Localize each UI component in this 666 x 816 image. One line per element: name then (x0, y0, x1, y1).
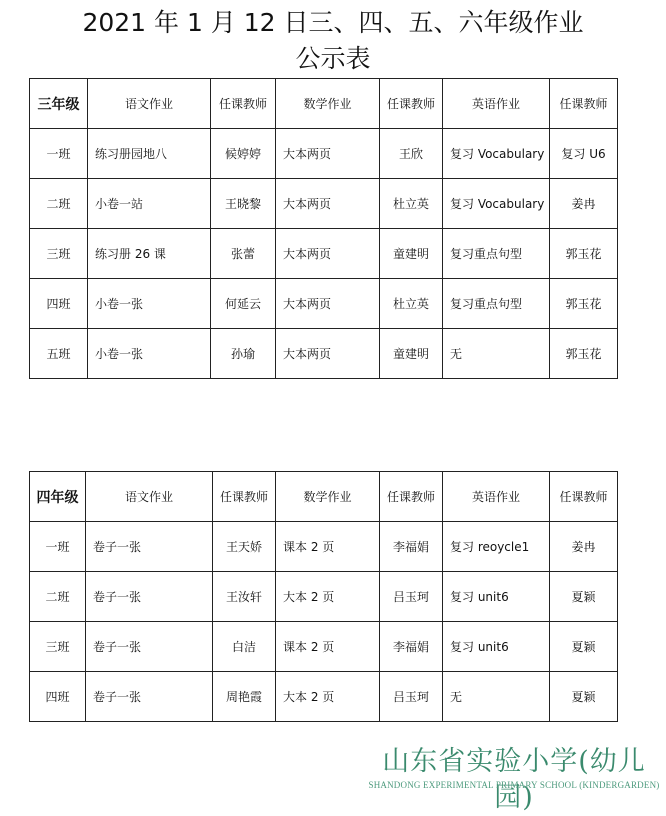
class-name: 二班 (30, 572, 86, 622)
english-homework: 复习 unit6 (443, 572, 550, 622)
chinese-teacher: 候婷婷 (211, 129, 276, 179)
header-teacher: 任课教师 (380, 472, 443, 522)
math-homework: 大本两页 (276, 129, 380, 179)
math-teacher: 李福娟 (380, 622, 443, 672)
header-english: 英语作业 (443, 472, 550, 522)
chinese-homework: 小卷一张 (88, 329, 211, 379)
english-teacher: 夏颖 (550, 622, 618, 672)
class-name: 四班 (30, 672, 86, 722)
english-homework: 无 (443, 329, 550, 379)
math-homework: 大本两页 (276, 229, 380, 279)
english-teacher: 姜冉 (550, 522, 618, 572)
english-teacher: 郭玉花 (550, 329, 618, 379)
table-row (30, 622, 618, 672)
english-homework: 复习重点句型 (443, 279, 550, 329)
grade-3-homework-table (29, 78, 618, 379)
table-row (30, 572, 618, 622)
chinese-teacher: 孙瑜 (211, 329, 276, 379)
chinese-teacher: 白洁 (213, 622, 276, 672)
math-homework: 大本两页 (276, 279, 380, 329)
chinese-teacher: 王汝轩 (213, 572, 276, 622)
school-logo (364, 744, 664, 813)
table-row (30, 179, 618, 229)
chinese-teacher: 周艳霞 (213, 672, 276, 722)
math-homework: 大本两页 (276, 179, 380, 229)
english-homework: 复习重点句型 (443, 229, 550, 279)
header-english: 英语作业 (443, 79, 550, 129)
header-teacher: 任课教师 (213, 472, 276, 522)
class-name: 一班 (30, 129, 88, 179)
grade-label: 四年级 (30, 472, 86, 522)
english-homework: 复习 Vocabulary (443, 129, 550, 179)
class-name: 二班 (30, 179, 88, 229)
math-homework: 大本 2 页 (276, 572, 380, 622)
class-name: 四班 (30, 279, 88, 329)
header-math: 数学作业 (276, 79, 380, 129)
chinese-teacher: 王天娇 (213, 522, 276, 572)
chinese-homework: 小卷一张 (88, 279, 211, 329)
math-homework: 课本 2 页 (276, 622, 380, 672)
table-header-row (30, 472, 618, 522)
table-row (30, 672, 618, 722)
header-chinese: 语文作业 (86, 472, 213, 522)
english-homework: 复习 Vocabulary (443, 179, 550, 229)
grade-label: 三年级 (30, 79, 88, 129)
chinese-homework: 卷子一张 (86, 522, 213, 572)
math-teacher: 李福娟 (380, 522, 443, 572)
english-teacher: 姜冉 (550, 179, 618, 229)
table-row (30, 522, 618, 572)
chinese-teacher: 张蕾 (211, 229, 276, 279)
math-teacher: 童建明 (380, 329, 443, 379)
math-teacher: 童建明 (380, 229, 443, 279)
class-name: 五班 (30, 329, 88, 379)
math-teacher: 杜立英 (380, 179, 443, 229)
english-homework: 无 (443, 672, 550, 722)
class-name: 一班 (30, 522, 86, 572)
header-teacher: 任课教师 (550, 472, 618, 522)
header-teacher: 任课教师 (211, 79, 276, 129)
chinese-teacher: 何延云 (211, 279, 276, 329)
table-header-row (30, 79, 618, 129)
english-teacher: 夏颖 (550, 672, 618, 722)
page-title: 2021 年 1 月 12 日三、四、五、六年级作业 (82, 8, 584, 37)
table-row (30, 229, 618, 279)
english-homework: 复习 reoycle1 (443, 522, 550, 572)
math-teacher: 王欣 (380, 129, 443, 179)
table-row (30, 329, 618, 379)
class-name: 三班 (30, 622, 86, 672)
table-row (30, 129, 618, 179)
school-name-chinese: 山东省实验小学(幼儿园) (382, 746, 646, 813)
math-homework: 大本两页 (276, 329, 380, 379)
english-teacher: 郭玉花 (550, 229, 618, 279)
math-homework: 大本 2 页 (276, 672, 380, 722)
chinese-homework: 卷子一张 (86, 572, 213, 622)
chinese-homework: 练习册园地八 (88, 129, 211, 179)
header-chinese: 语文作业 (88, 79, 211, 129)
school-name-english: SHANDONG EXPERIMENTAL PRIMARY SCHOOL (KINDERGARDEN) (368, 780, 660, 790)
math-homework: 课本 2 页 (276, 522, 380, 572)
page-subtitle: 公示表 (295, 44, 371, 73)
grade-4-homework-table (29, 471, 618, 722)
english-teacher: 夏颖 (550, 572, 618, 622)
chinese-homework: 小卷一站 (88, 179, 211, 229)
math-teacher: 杜立英 (380, 279, 443, 329)
english-homework: 复习 unit6 (443, 622, 550, 672)
header-math: 数学作业 (276, 472, 380, 522)
chinese-homework: 练习册 26 课 (88, 229, 211, 279)
math-teacher: 吕玉珂 (380, 672, 443, 722)
header-teacher: 任课教师 (550, 79, 618, 129)
english-teacher: 郭玉花 (550, 279, 618, 329)
math-teacher: 吕玉珂 (380, 572, 443, 622)
table-row (30, 279, 618, 329)
chinese-homework: 卷子一张 (86, 672, 213, 722)
chinese-teacher: 王晓黎 (211, 179, 276, 229)
class-name: 三班 (30, 229, 88, 279)
header-teacher: 任课教师 (380, 79, 443, 129)
english-teacher: 复习 U6 (550, 129, 618, 179)
chinese-homework: 卷子一张 (86, 622, 213, 672)
